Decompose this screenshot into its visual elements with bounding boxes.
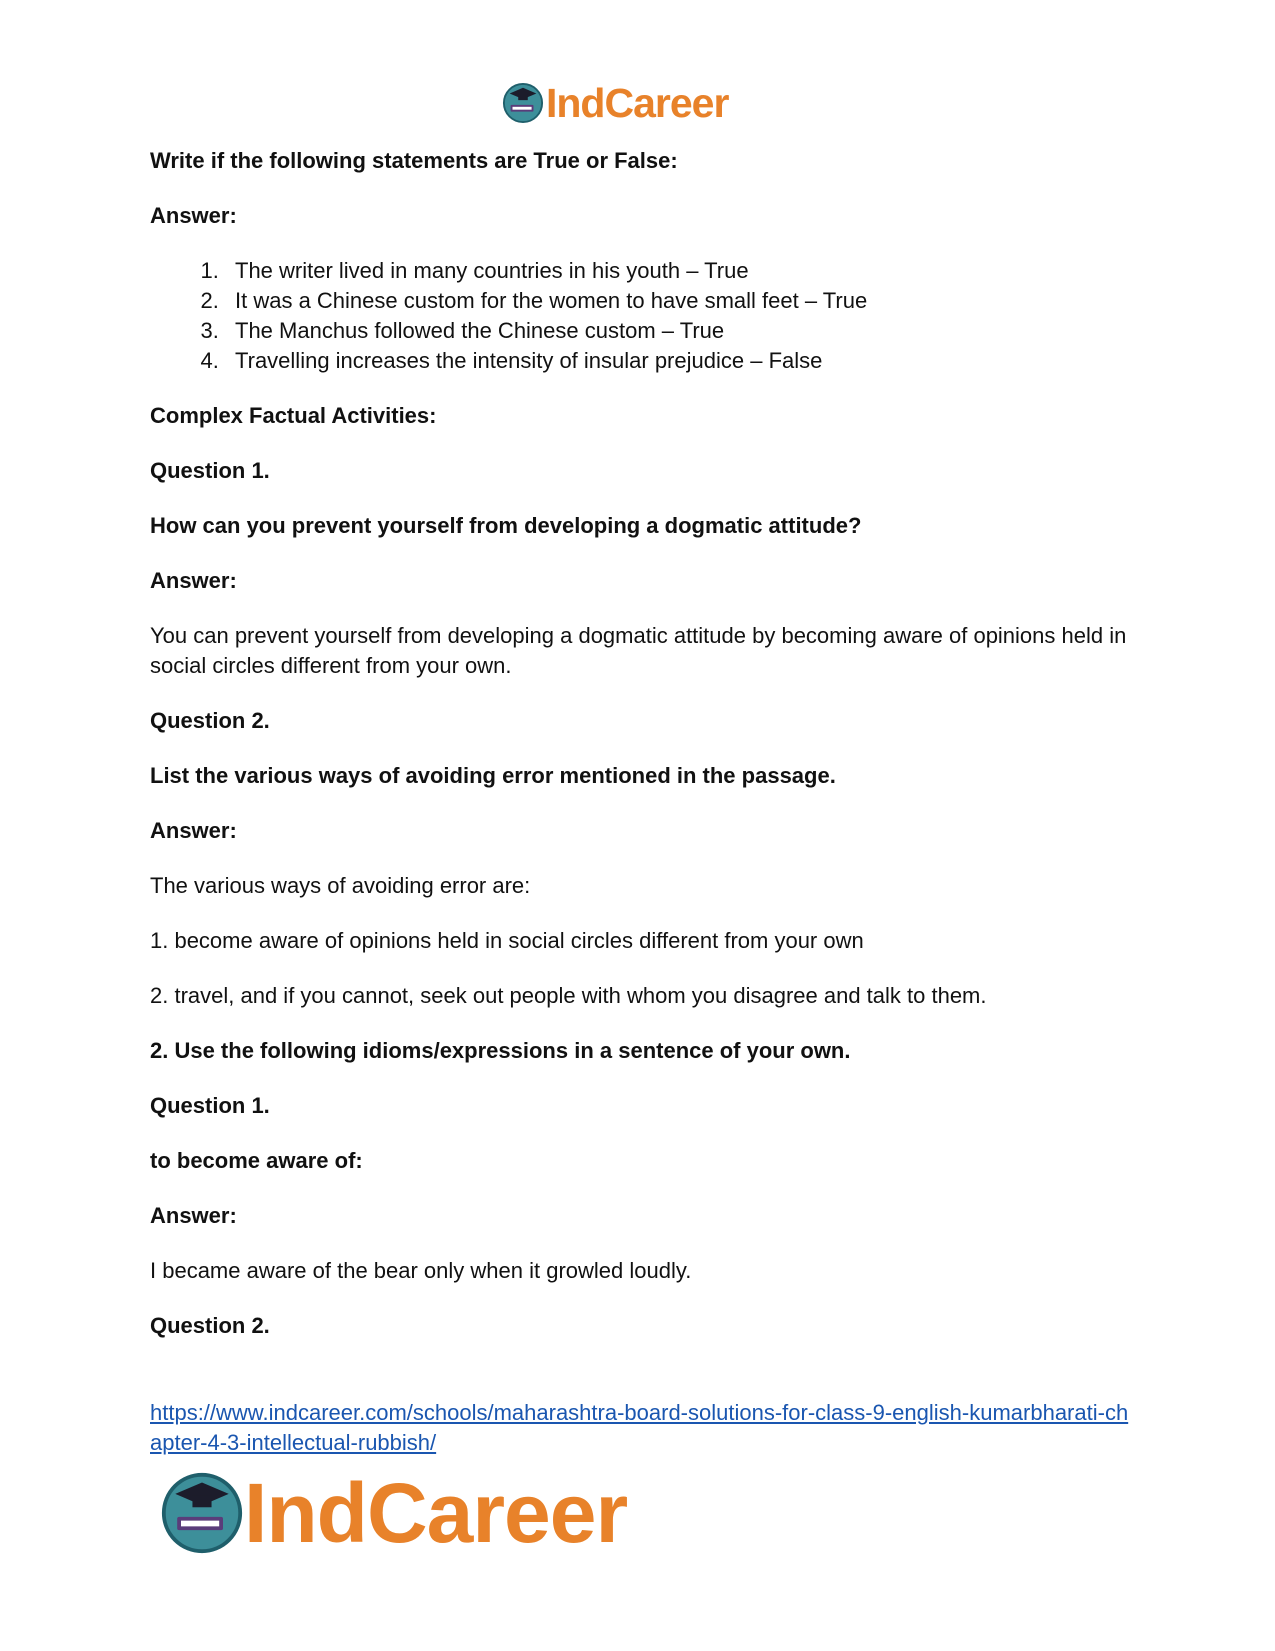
brand-wordmark: IndCareer (546, 79, 729, 126)
question-label: Question 1. (150, 1093, 270, 1118)
answer-text: I became aware of the bear only when it growled loudly. (150, 1258, 692, 1283)
globe-book-icon (502, 82, 544, 124)
question-text: How can you prevent yourself from developing a dogmatic attitude? (150, 513, 862, 538)
answer-text: You can prevent yourself from developing a dogmatic attitude by becoming aware of opinions held in social circles different from your own. (150, 623, 1127, 678)
answer-label: Answer: (150, 568, 237, 593)
true-false-instruction: Write if the following statements are True or False: (150, 148, 678, 173)
answer-point: 2. travel, and if you cannot, seek out people with whom you disagree and talk to them. (150, 983, 987, 1008)
question-label: Question 1. (150, 458, 270, 483)
list-item: 3. The Manchus followed the Chinese custom – True (225, 316, 1140, 346)
section-heading: 2. Use the following idioms/expressions in a sentence of your own. (150, 1038, 851, 1063)
question-label: Question 2. (150, 1313, 270, 1338)
brand-wordmark: IndCareer (244, 1465, 628, 1560)
answer-label: Answer: (150, 203, 237, 228)
question-text: to become aware of: (150, 1148, 363, 1173)
brand-logo-top (502, 80, 728, 126)
list-item: 2. It was a Chinese custom for the women to have small feet – True (225, 286, 1140, 316)
list-item: 4. Travelling increases the intensity of insular prejudice – False (225, 346, 1140, 376)
answer-point: 1. become aware of opinions held in social circles different from your own (150, 928, 864, 953)
document-body (150, 146, 1140, 1366)
answer-label: Answer: (150, 818, 237, 843)
brand-logo-bottom (160, 1465, 627, 1561)
list-item: 1. The writer lived in many countries in his youth – True (225, 256, 1140, 286)
question-text: List the various ways of avoiding error mentioned in the passage. (150, 763, 836, 788)
globe-book-icon (160, 1471, 244, 1555)
question-label: Question 2. (150, 708, 270, 733)
answer-text: The various ways of avoiding error are: (150, 873, 531, 898)
source-url-link[interactable]: https://www.indcareer.com/schools/maharashtra-board-solutions-for-class-9-english-kumarbharati-chapter-4-3-intellectual-rubbish/ (150, 1400, 1129, 1455)
true-false-list (150, 256, 1140, 376)
section-heading: Complex Factual Activities: (150, 403, 437, 428)
answer-label: Answer: (150, 1203, 237, 1228)
